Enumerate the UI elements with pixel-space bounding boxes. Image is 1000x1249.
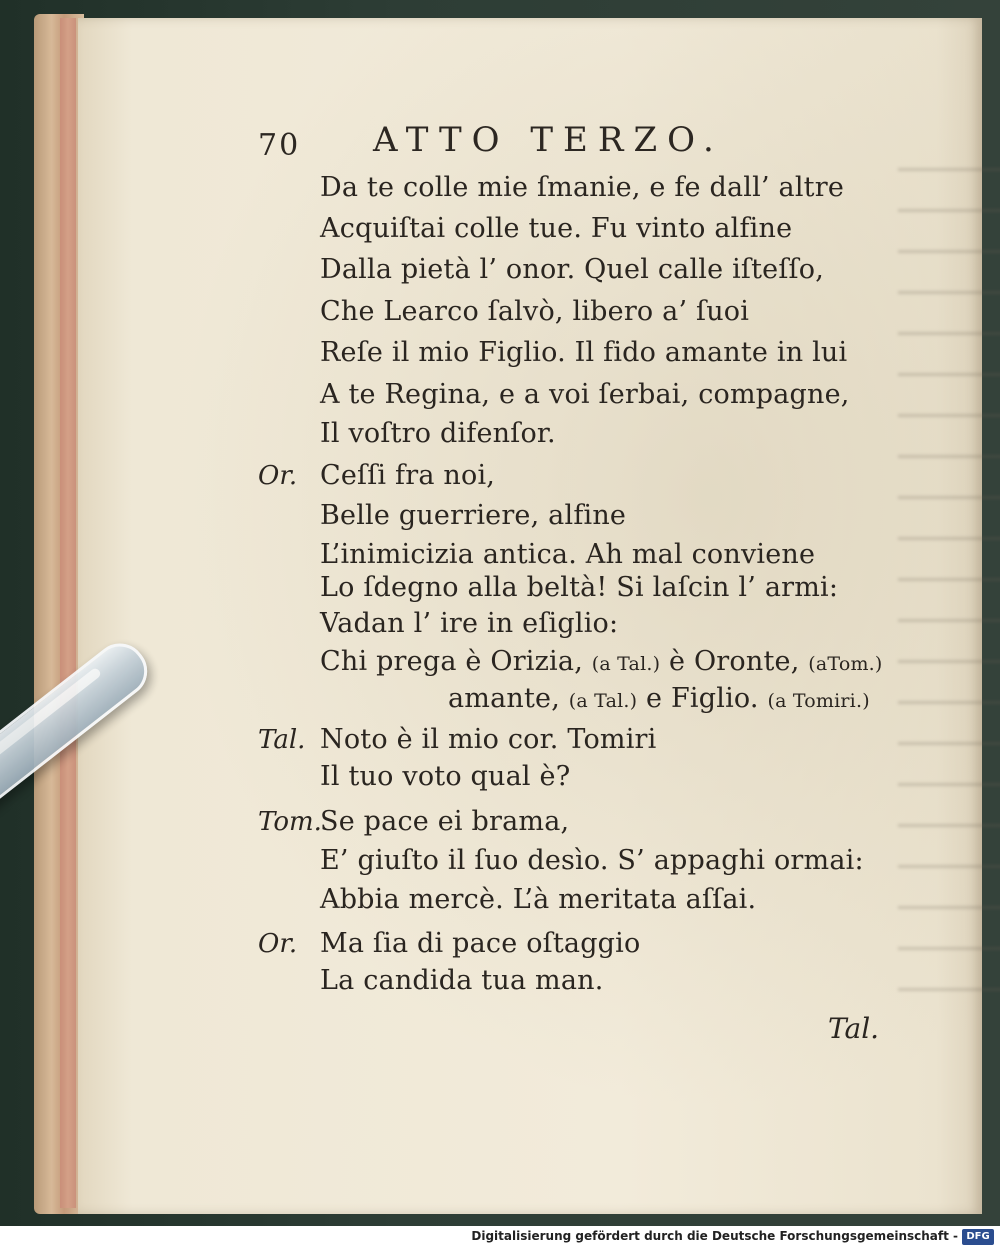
text-line: La candida tua man. [320, 965, 604, 996]
text-line: Che Learco ſalvò, libero a’ ſuoi [320, 296, 750, 327]
text-line: Se pace ei brama, [320, 806, 570, 837]
text-line: Vadan l’ ire in eſiglio: [320, 608, 619, 639]
text-segment: è Oronte, [669, 646, 800, 677]
text-segment: Chi prega è Orizia, [320, 646, 583, 677]
text-line [320, 646, 883, 680]
dfg-logo-icon: DFG [962, 1229, 994, 1245]
catchword: Tal. [828, 1012, 880, 1045]
text-line: Acquiſtai colle tue. Fu vinto alfine [320, 213, 793, 244]
text-line: Dalla pietà l’ onor. Quel calle iſteſſo, [320, 254, 824, 285]
text-line: Ceſſi fra noi, [320, 460, 496, 491]
text-line: Il voſtro difenſor. [320, 418, 556, 449]
stage-direction: (aTom.) [808, 653, 883, 675]
stage-direction: (a Tomiri.) [767, 690, 870, 712]
text-line: Da te colle mie ſmanie, e fe dall’ altre [320, 172, 845, 203]
text-line: L’inimicizia antica. Ah mal conviene [320, 539, 816, 570]
page-number: 70 [258, 128, 301, 163]
text-line: Reſe il mio Figlio. Il fido amante in lui [320, 337, 848, 368]
stage-direction: (a Tal.) [568, 690, 638, 712]
text-line: Ma ſia di pace oſtaggio [320, 928, 641, 959]
text-line: Noto è il mio cor. Tomiri [320, 724, 657, 755]
speaker-label: Or. [258, 929, 298, 959]
stage-direction: (a Tal.) [591, 653, 661, 675]
text-segment: e Figlio. [646, 683, 759, 714]
text-line [448, 683, 870, 717]
text-line: Belle guerriere, alfine [320, 500, 627, 531]
speaker-label: Tal. [258, 725, 306, 755]
text-line: Lo ſdegno alla beltà! Si laſcin l’ armi: [320, 572, 839, 603]
speaker-label: Tom. [258, 807, 322, 837]
text-line: Abbia mercè. L’à meritata aſſai. [320, 884, 757, 915]
footer-attribution: Digitalisierung gefördert durch die Deutsche Forschungsgemeinschaft - [471, 1229, 958, 1243]
page-title: ATTO TERZO. [373, 120, 724, 160]
text-segment: amante, [448, 683, 560, 714]
text-line: E’ giuſto il ſuo desìo. S’ appaghi ormai: [320, 845, 864, 876]
text-line: Il tuo voto qual è? [320, 761, 571, 792]
text-line: A te Regina, e a voi ſerbai, compagne, [320, 379, 850, 410]
footer-bar [0, 1226, 1000, 1249]
speaker-label: Or. [258, 461, 298, 491]
